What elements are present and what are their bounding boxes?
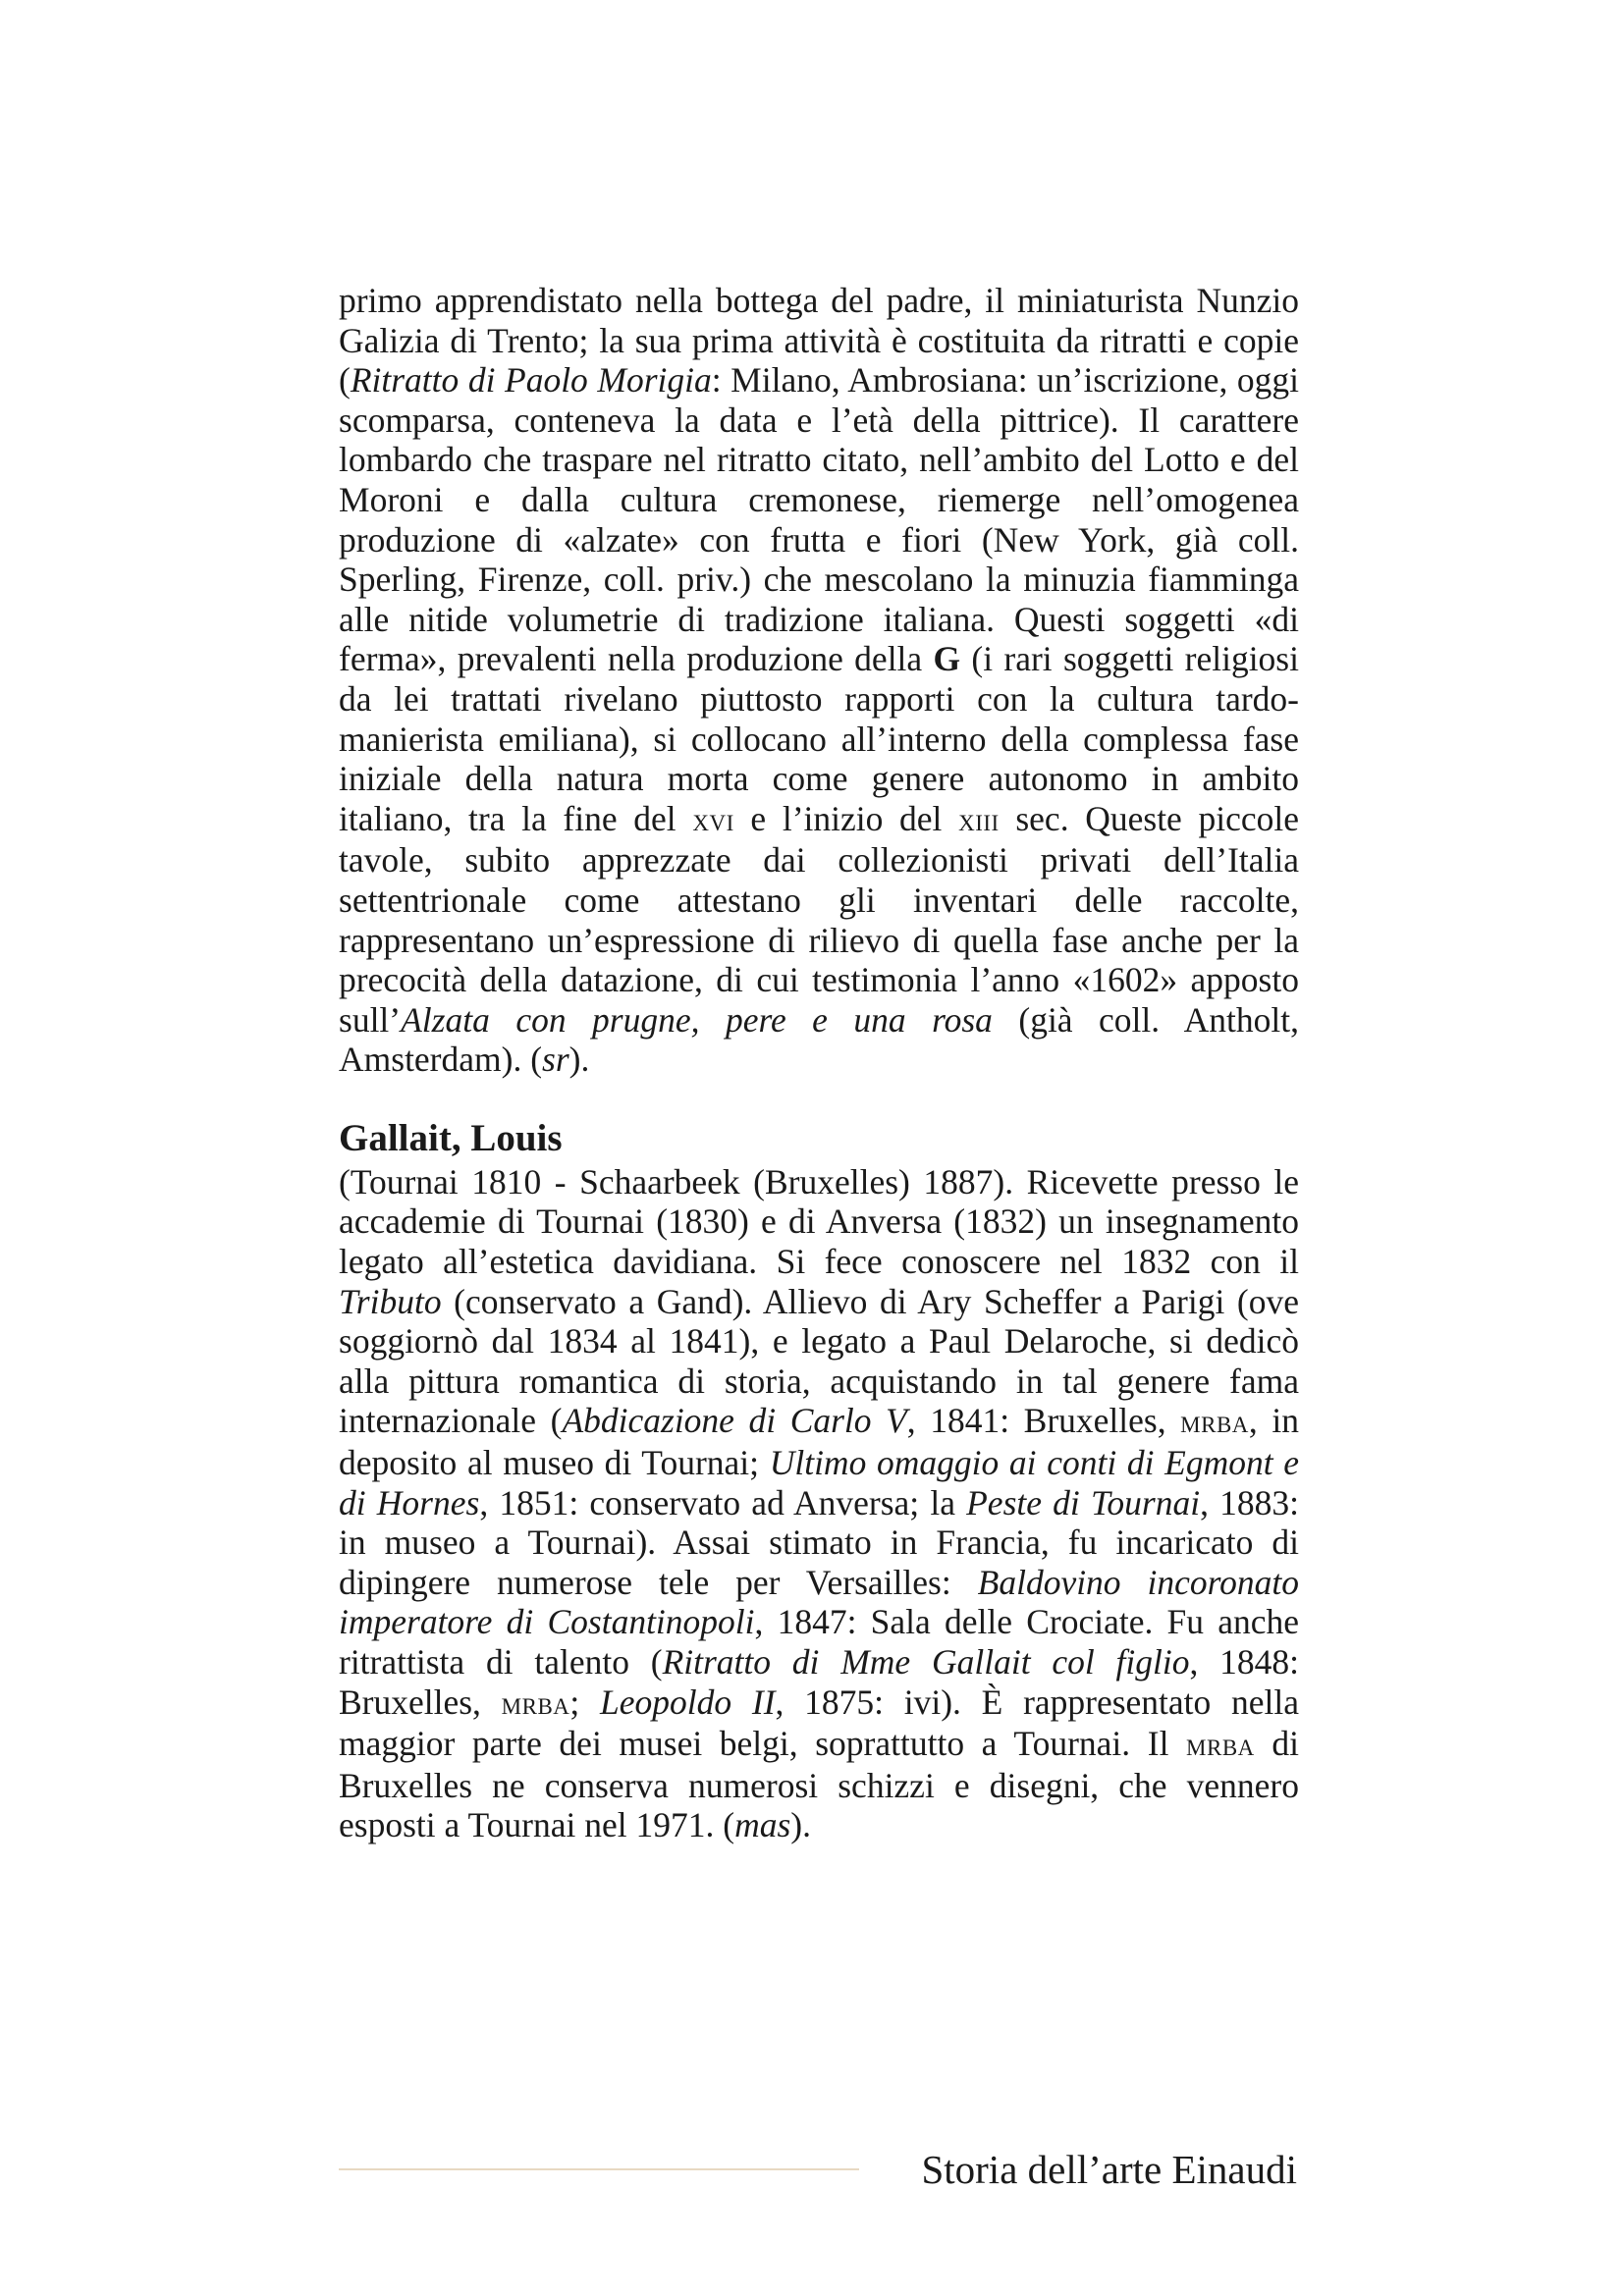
text-run: ;: [569, 1682, 601, 1722]
artwork-title: Leopoldo II: [600, 1682, 776, 1722]
museum-abbreviation: mrba: [501, 1685, 570, 1722]
text-run: : Milano, Ambrosiana: un’iscrizione, oggi scomparsa, conteneva la data e l’età della pittrice). Il carattere lombardo che traspare nel ritratto citato, nell’ambito del Lotto e del Moroni e dalla cultura cremonese, riemerge nell’omogenea produzione di «alzate» con frutta e fiori (New York, già coll. Sperling, Firenze, coll. priv.) che mescolano la minuzia fiamminga alle nitide volumetrie di tradizione italiana. Questi soggetti «di ferma», prevalenti nella produzione della: [339, 360, 1300, 679]
artwork-title: Baldovino incoronato imperatore di Costantinopoli: [339, 1562, 1299, 1642]
museum-abbreviation: mrba: [1186, 1728, 1255, 1764]
text-run: , 1875: ivi). È rappresentato nella maggior parte dei musei belgi, soprattutto a Tournai. Il: [339, 1682, 1299, 1764]
entry-continuation-paragraph: [339, 281, 1299, 1080]
text-run: e l’inizio del: [733, 798, 959, 838]
artwork-title: Alzata con prugne, pere e una rosa: [401, 999, 993, 1040]
text-run: (Tournai 1810 - Schaarbeek (Bruxelles) 1887). Ricevette presso le accademie di Tournai (1830) e di Anversa (1832) un insegnamento legato all’estetica davidiana. Si fece conoscere nel 1832 con il: [339, 1161, 1299, 1282]
text-run: (conservato a Gand). Allievo di Ary Scheffer a Parigi (ove soggiornò dal 1834 al 1841), e legato a Paul Delaroche, si dedicò alla pittura romantica di storia, acquistando in tal genere fama internazionale (: [339, 1281, 1299, 1441]
century-numeral: xvi: [692, 802, 734, 838]
text-column: [339, 281, 1299, 1845]
footer-title: Storia dell’arte Einaudi: [921, 2147, 1297, 2192]
author-initials: mas: [734, 1805, 791, 1845]
entry-heading: Gallait, Louis: [339, 1116, 563, 1159]
text-run: , in deposito al museo di Tournai;: [339, 1401, 1299, 1483]
text-run: ).: [790, 1805, 811, 1845]
artwork-title: Abdicazione di Carlo V: [562, 1401, 907, 1441]
text-run: , 1841: Bruxelles,: [906, 1401, 1181, 1441]
text-run: sec. Queste piccole tavole, subito apprezzate dai collezionisti privati dell’Italia settentrionale come attestano gli inventari delle raccolte, rappresentano un’espressione di rilievo di quella fase anche per la precocità della datazione, di cui testimonia l’anno «1602» apposto sull’: [339, 798, 1299, 1040]
text-run: ).: [568, 1040, 590, 1080]
artist-initial: G: [933, 639, 961, 679]
text-run: di Bruxelles ne conserva numerosi schizzi e disegni, che vennero esposti a Tournai nel 1971. (: [339, 1724, 1299, 1845]
artwork-title: Ultimo omaggio ai conti di Egmont e di Hornes: [339, 1443, 1299, 1522]
century-numeral: xiii: [958, 802, 1000, 838]
artwork-title: Ritratto di Mme Gallait col figlio: [662, 1642, 1190, 1682]
text-run: (i rari soggetti religiosi da lei trattati rivelano piuttosto rapporti con la cultura tardo-manierista emiliana), si collocano all’interno della complessa fase iniziale della natura morta come genere autonomo in ambito italiano, tra la fine del: [339, 639, 1299, 838]
footer-rule: [339, 2168, 859, 2170]
text-run: , 1851: conservato ad Anversa; la: [479, 1482, 967, 1522]
museum-abbreviation: mrba: [1180, 1405, 1249, 1441]
entry-gallait-paragraph: [339, 1162, 1299, 1845]
artwork-title: Ritratto di Paolo Morigia: [350, 360, 712, 400]
text-run: primo apprendistato nella bottega del padre, il miniaturista Nunzio Galizia di Trento; la sua prima attività è costituita da ritratti e copie (: [339, 281, 1299, 400]
artwork-title: Tributo: [339, 1281, 442, 1321]
author-initials: sr: [542, 1040, 569, 1080]
text-run: (già coll. Antholt, Amsterdam). (: [339, 999, 1299, 1080]
artwork-title: Peste di Tournai: [966, 1482, 1201, 1522]
text-run: , 1848: Bruxelles,: [339, 1642, 1299, 1722]
text-run: , 1883: in museo a Tournai). Assai stimato in Francia, fu incaricato di dipingere numerose tele per Versailles:: [339, 1482, 1300, 1602]
text-run: , 1847: Sala delle Crociate. Fu anche ritrattista di talento (: [339, 1602, 1299, 1682]
